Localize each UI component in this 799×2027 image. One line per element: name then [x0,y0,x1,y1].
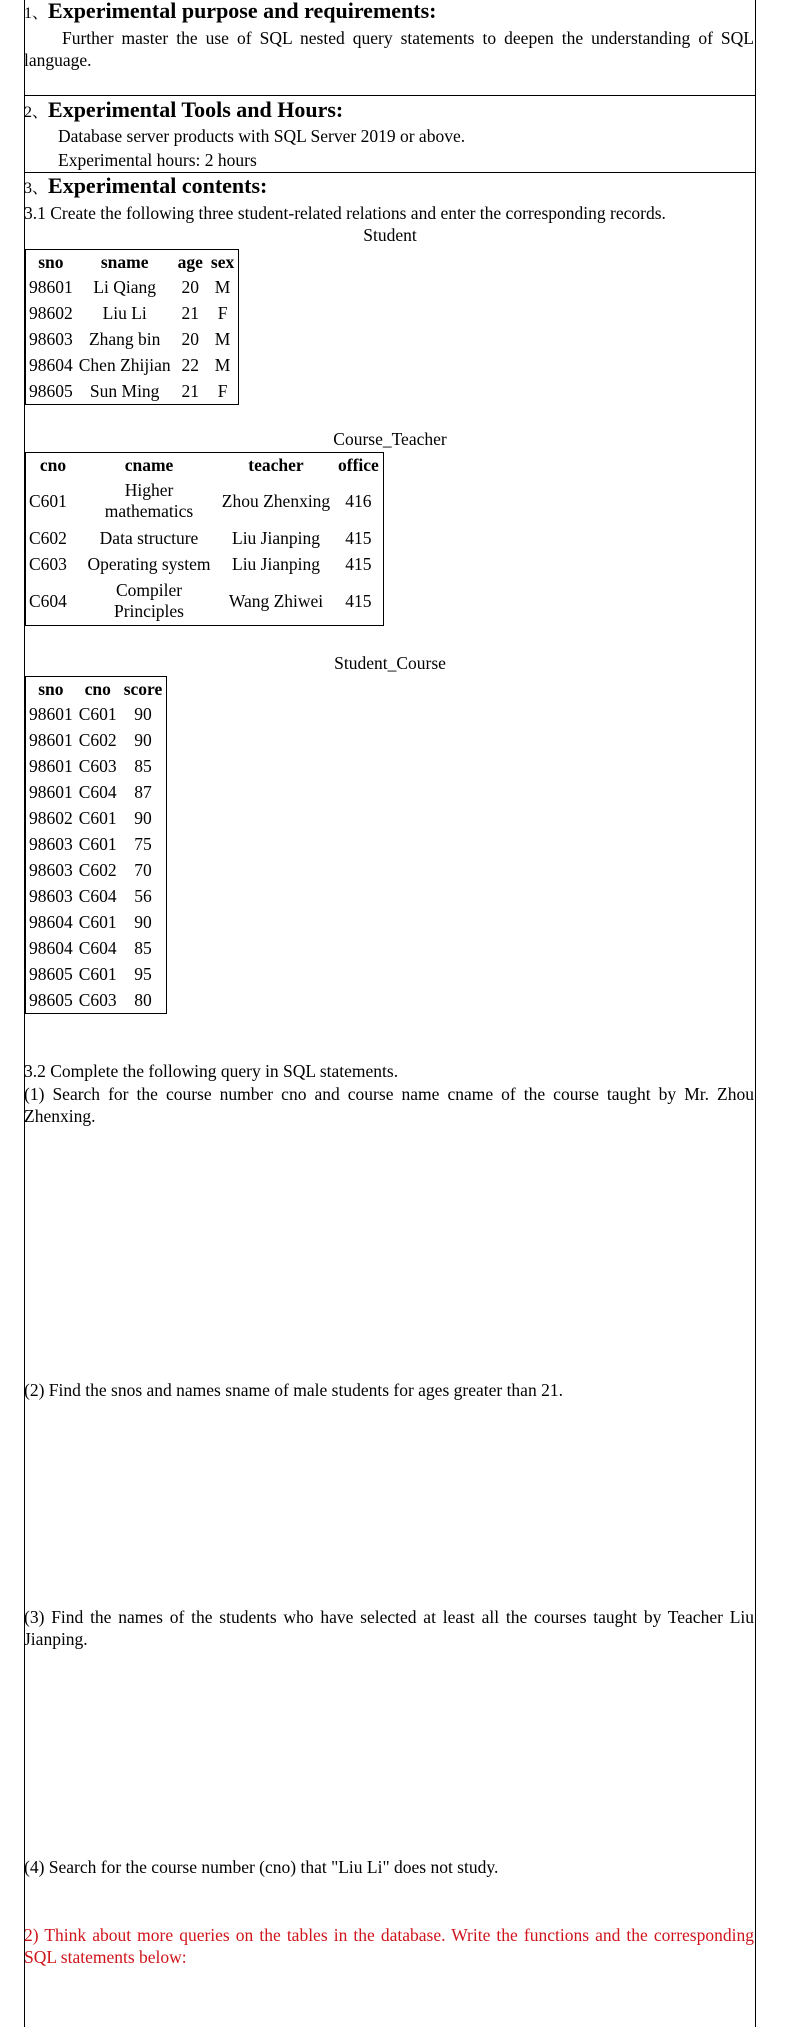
student-table [25,249,239,405]
table-cell: 90 [134,911,152,932]
column-header: teacher [248,454,304,475]
section1-body: Further master the use of SQL nested query statements to deepen the understanding of SQL language. [24,28,754,70]
table-cell: 21 [181,380,199,401]
table-cell: 98604 [29,354,73,375]
query-1: (1) Search for the course number cno and course name cname of the course taught by Mr. Zhou Zhenxing. [24,1084,754,1126]
section3-intro: 3.1 Create the following three student-related relations and enter the corresponding records. [24,203,666,223]
table-cell: Li Qiang [93,276,157,297]
course-teacher-caption: Course_Teacher [333,429,447,449]
table-cell: 98603 [29,885,73,906]
table-cell: 95 [134,963,152,984]
table-row [26,831,167,857]
table-cell: Liu Jianping [232,553,320,574]
table-cell: Higher mathematics [104,480,194,521]
table-cell: Liu Jianping [232,527,320,548]
column-header: cno [39,454,67,475]
column-header: office [338,454,379,475]
table-row [26,805,167,831]
table-cell: Zhang bin [88,328,161,349]
student-caption: Student [363,225,417,245]
table-row [26,935,167,961]
table-cell: C603 [29,553,67,574]
section3-heading [24,175,754,200]
column-header: sno [38,251,64,272]
table-cell: 98603 [29,859,73,880]
table-row [26,551,384,577]
table-cell: C601 [78,807,117,828]
table-row [26,987,167,1014]
table-cell: C601 [78,963,117,984]
student-course-caption: Student_Course [334,653,446,673]
table-header-row [26,677,167,702]
section2-number: 2、 [24,104,49,121]
table-row [26,274,239,300]
table-row [26,525,384,551]
section3-number: 3、 [24,180,49,197]
section2-line1: Database server products with SQL Server 2019 or above. [58,126,466,146]
table-cell: M [214,354,231,375]
table-cell: 98604 [29,911,73,932]
table-cell: 80 [134,989,152,1010]
table-cell: 98601 [29,781,73,802]
table-row [26,477,384,525]
section3-title: Experimental contents: [48,173,268,198]
table-cell: 22 [181,354,199,375]
table-cell: 85 [134,755,152,776]
think-more-note: 2) Think about more queries on the tables in the database. Write the functions and the corresponding SQL statements below: [24,1925,754,1967]
table-cell: C604 [78,781,117,802]
table-cell: 416 [345,490,372,511]
table-cell: 20 [181,276,199,297]
column-header: sno [38,678,64,699]
table-cell: Sun Ming [89,380,160,401]
table-cell: 56 [134,885,152,906]
column-header: age [177,251,203,272]
table-row [26,326,239,352]
section2-colon: : [335,97,344,122]
table-header-row [26,250,239,275]
table-cell: 98603 [29,833,73,854]
table-cell: C601 [78,911,117,932]
table-cell: Operating system [87,553,211,574]
table-cell: 98601 [29,755,73,776]
table-cell: C602 [78,729,117,750]
table-cell: 70 [134,859,152,880]
table-cell: 415 [345,590,372,611]
column-header: cno [84,678,111,699]
table-cell: Wang Zhiwei [228,590,324,611]
table-cell: C601 [78,833,117,854]
table-cell: 98601 [29,703,73,724]
column-header: cname [124,454,174,475]
table-cell: 90 [134,807,152,828]
table-cell: 98604 [29,937,73,958]
table-cell: 85 [134,937,152,958]
table-cell: Data structure [99,527,199,548]
table-cell: 90 [134,703,152,724]
course-teacher-table [25,452,384,626]
table-row [26,753,167,779]
table-row [26,857,167,883]
table-row [26,701,167,727]
table-row [26,300,239,326]
table-row [26,883,167,909]
table-cell: 98605 [29,380,73,401]
column-header: sname [100,251,149,272]
divider [24,95,756,96]
section1-number: 1、 [24,5,49,22]
table-cell: 87 [134,781,152,802]
query-3: (3) Find the names of the students who have selected at least all the courses taught by Teacher Liu Jianping. [24,1607,754,1649]
table-cell: M [214,276,231,297]
table-row [26,352,239,378]
table-cell: C604 [78,885,117,906]
section1-title: Experimental purpose and requirements: [48,0,437,23]
student-course-table [25,676,167,1014]
table-cell: 75 [134,833,152,854]
table-cell: 90 [134,729,152,750]
table-cell: 98603 [29,328,73,349]
table-cell: 98601 [29,276,73,297]
queries-intro: 3.2 Complete the following query in SQL statements. [24,1061,399,1081]
table-row [26,961,167,987]
table-cell: 21 [181,302,199,323]
table-cell: C604 [78,937,117,958]
table-cell: Liu Li [102,302,147,323]
table-cell: 98602 [29,302,73,323]
table-cell: 20 [181,328,199,349]
table-cell: F [217,302,228,323]
table-cell: 98601 [29,729,73,750]
table-cell: F [217,380,228,401]
table-cell: Zhou Zhenxing [221,490,331,511]
table-cell: C602 [78,859,117,880]
table-cell: C604 [29,590,67,611]
table-cell: C601 [29,490,67,511]
section2-heading [24,99,754,124]
table-cell: 98605 [29,963,73,984]
table-row [26,779,167,805]
table-cell: C603 [78,989,117,1010]
section2-line2: Experimental hours: 2 hours [58,150,257,170]
table-cell: C601 [78,703,117,724]
query-2: (2) Find the snos and names sname of male students for ages greater than 21. [24,1380,563,1400]
column-header: sex [210,251,235,272]
section1-heading [24,0,754,25]
table-cell: M [214,328,231,349]
table-row [26,727,167,753]
table-cell: Chen Zhijian [78,354,171,375]
table-cell: 415 [345,553,372,574]
section2-title: Experimental Tools and Hours [48,97,336,122]
table-header-row [26,453,384,478]
table-row [26,378,239,405]
table-cell: C603 [78,755,117,776]
table-cell: C602 [29,527,67,548]
column-header: score [123,678,163,699]
table-cell: 98602 [29,807,73,828]
table-cell: 415 [345,527,372,548]
table-cell: 98605 [29,989,73,1010]
table-row [26,909,167,935]
table-row [26,577,384,626]
query-4: (4) Search for the course number (cno) that "Liu Li" does not study. [24,1857,499,1877]
table-cell: Compiler Principles [114,580,184,621]
